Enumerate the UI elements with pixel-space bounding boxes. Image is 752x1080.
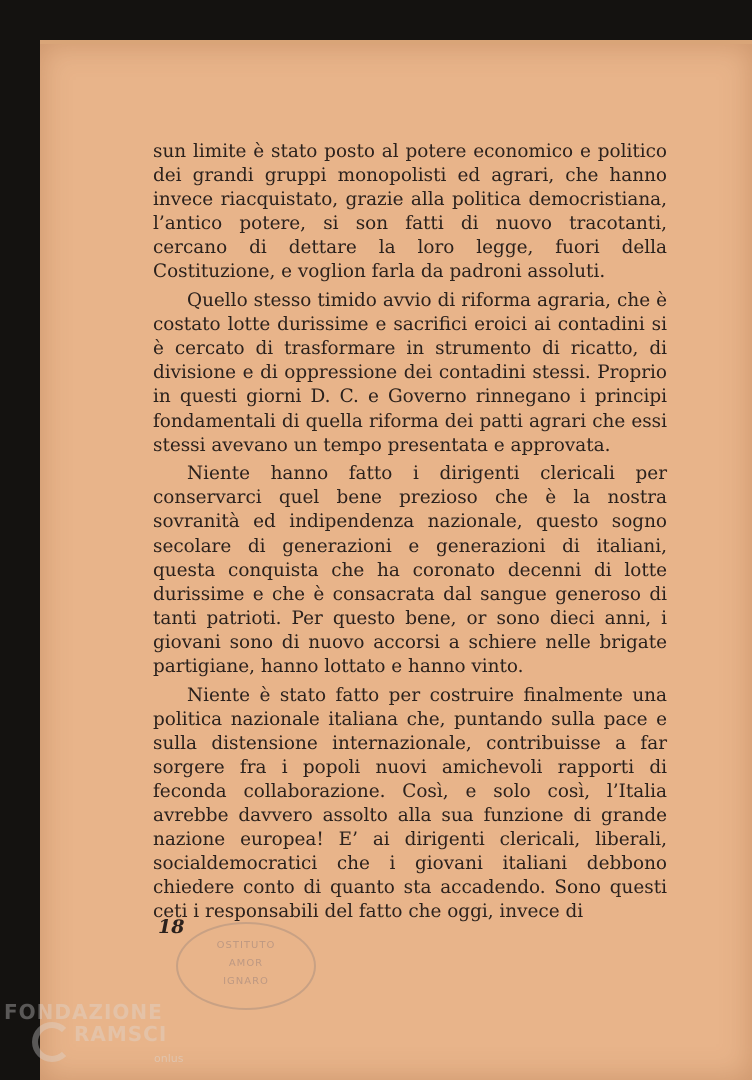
paragraph-2: Quello stesso timido avvio di riforma agraria, che è costato lotte durissime e sacrifici eroici ai contadini si è cercato di trasformare in strumento di ricatto, di divisione e di oppressione dei contadini stessi. Proprio in questi giorni D. C. e Governo rinnegano i principi fondamentali di quella riforma dei patti agrari che essi stessi avevano un tempo presentata e approvata. [153, 290, 667, 456]
stamp-text-top: OSTITUTO [216, 940, 276, 951]
watermark-onlus: onlus [154, 1052, 184, 1065]
fondazione-gramsci-watermark [4, 996, 204, 1076]
body-text [153, 140, 667, 929]
stamp-text-mid: AMOR [228, 958, 264, 969]
watermark-line-1: FONDAZIONE [4, 1000, 163, 1024]
paragraph-4: Niente è stato fatto per costruire finalmente una politica nazionale italiana che, puntando sulla pace e sulla distensione internazionale, contribuisse a far sorgere fra i popoli nuovi amichevoli rapporti di feconda collaborazione. Così, e solo così, l’Italia avrebbe davvero assolto alla sua funzione di grande nazione europea! E’ ai dirigenti clericali, liberali, socialdemocratici che i giovani italiani debbono chiedere conto di quanto sta accadendo. Sono questi ceti i responsabili del fatto che oggi, invece di [153, 684, 667, 923]
watermark-g-logo-icon [32, 1022, 72, 1062]
paragraph-1: sun limite è stato posto al potere economico e politico dei grandi gruppi monopolisti ed agrari, che hanno invece riacquistato, grazie alla politica democristiana, l’antico potere, si son fatti di nuovo tracotanti, cercano di dettare la loro legge, fuori della Costituzione, e voglion farla da padroni assoluti. [153, 141, 667, 283]
watermark-line-2: RAMSCI [74, 1022, 168, 1046]
stamp-text-bottom: IGNARO [223, 976, 269, 987]
paragraph-3: Niente hanno fatto i dirigenti clericali per conservarci quel bene prezioso che è la nostra sovranità ed indipendenza nazionale, questo sogno secolare di generazioni e generazioni di italiani, questa conquista che ha coronato decenni di lotte durissime e che è consacrata dal sangue generoso di tanti patrioti. Per questo bene, or sono dieci anni, i giovani sono di nuovo accorsi a schiere nelle brigate partigiane, hanno lottato e hanno vinto. [153, 463, 667, 677]
page-number: 18 [158, 916, 185, 938]
